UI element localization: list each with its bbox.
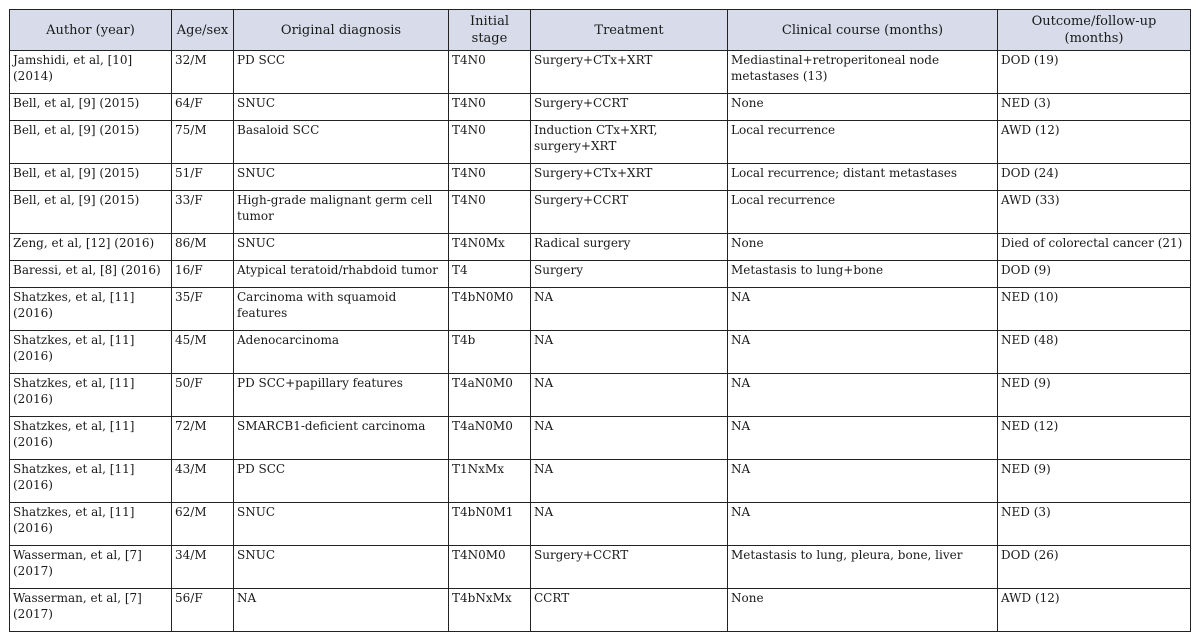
header-author-year: Author (year) (10, 10, 172, 51)
cell-treatment: NA (531, 288, 728, 331)
table-row (10, 191, 1191, 234)
cell-original-diagnosis: Basaloid SCC (234, 121, 449, 164)
cell-original-diagnosis: SNUC (234, 234, 449, 261)
table-row (10, 589, 1191, 632)
table-row (10, 503, 1191, 546)
cell-outcome: NED (12) (998, 417, 1191, 460)
cell-clinical-course: Local recurrence (728, 191, 998, 234)
cell-age-sex: 56/F (172, 589, 234, 632)
header-row (10, 10, 1191, 51)
table-row (10, 261, 1191, 288)
cell-original-diagnosis: PD SCC (234, 51, 449, 94)
cell-initial-stage: T4 (449, 261, 531, 288)
cell-original-diagnosis: SNUC (234, 94, 449, 121)
header-initial-stage: Initial stage (449, 10, 531, 51)
cell-original-diagnosis: Carcinoma with squamoid features (234, 288, 449, 331)
cell-initial-stage: T4aN0M0 (449, 417, 531, 460)
cell-treatment: NA (531, 460, 728, 503)
cell-age-sex: 64/F (172, 94, 234, 121)
cell-outcome: DOD (24) (998, 164, 1191, 191)
table-row (10, 121, 1191, 164)
table-row (10, 234, 1191, 261)
header-clinical-course: Clinical course (months) (728, 10, 998, 51)
header-treatment: Treatment (531, 10, 728, 51)
cell-treatment: Surgery (531, 261, 728, 288)
cell-outcome: DOD (19) (998, 51, 1191, 94)
cell-initial-stage: T4b (449, 331, 531, 374)
cell-author-year: Shatzkes, et al, [11] (2016) (10, 331, 172, 374)
cell-initial-stage: T4aN0M0 (449, 374, 531, 417)
cell-author-year: Baressi, et al, [8] (2016) (10, 261, 172, 288)
cell-clinical-course: None (728, 94, 998, 121)
cell-initial-stage: T4N0 (449, 121, 531, 164)
cell-age-sex: 35/F (172, 288, 234, 331)
cell-treatment: Induction CTx+XRT, surgery+XRT (531, 121, 728, 164)
cell-author-year: Zeng, et al, [12] (2016) (10, 234, 172, 261)
cell-age-sex: 72/M (172, 417, 234, 460)
header-age-sex: Age/sex (172, 10, 234, 51)
cell-clinical-course: NA (728, 374, 998, 417)
table-row (10, 331, 1191, 374)
cell-initial-stage: T4bN0M0 (449, 288, 531, 331)
cell-author-year: Shatzkes, et al, [11] (2016) (10, 460, 172, 503)
cell-treatment: Surgery+CCRT (531, 94, 728, 121)
cell-author-year: Shatzkes, et al, [11] (2016) (10, 374, 172, 417)
header-outcome: Outcome/follow-up (months) (998, 10, 1191, 51)
cell-initial-stage: T4N0 (449, 51, 531, 94)
table-row (10, 94, 1191, 121)
table-container (9, 9, 1191, 632)
table-row (10, 51, 1191, 94)
cell-author-year: Shatzkes, et al, [11] (2016) (10, 503, 172, 546)
cell-initial-stage: T4N0M0 (449, 546, 531, 589)
cell-initial-stage: T4N0 (449, 191, 531, 234)
cell-author-year: Bell, et al, [9] (2015) (10, 94, 172, 121)
cell-clinical-course: NA (728, 417, 998, 460)
cell-outcome: AWD (33) (998, 191, 1191, 234)
cell-original-diagnosis: Atypical teratoid/rhabdoid tumor (234, 261, 449, 288)
cell-age-sex: 86/M (172, 234, 234, 261)
cell-treatment: NA (531, 374, 728, 417)
cell-clinical-course: None (728, 589, 998, 632)
cell-author-year: Bell, et al, [9] (2015) (10, 164, 172, 191)
cell-author-year: Jamshidi, et al, [10] (2014) (10, 51, 172, 94)
cell-outcome: NED (3) (998, 503, 1191, 546)
cell-author-year: Shatzkes, et al, [11] (2016) (10, 417, 172, 460)
cell-treatment: Surgery+CCRT (531, 191, 728, 234)
cell-original-diagnosis: NA (234, 589, 449, 632)
cell-treatment: Surgery+CCRT (531, 546, 728, 589)
cell-outcome: AWD (12) (998, 121, 1191, 164)
cell-author-year: Bell, et al, [9] (2015) (10, 121, 172, 164)
table-row (10, 164, 1191, 191)
case-table (9, 9, 1191, 632)
cell-age-sex: 45/M (172, 331, 234, 374)
cell-initial-stage: T4N0Mx (449, 234, 531, 261)
cell-author-year: Wasserman, et al, [7] (2017) (10, 589, 172, 632)
cell-clinical-course: Metastasis to lung, pleura, bone, liver (728, 546, 998, 589)
cell-original-diagnosis: PD SCC+papillary features (234, 374, 449, 417)
cell-outcome: Died of colorectal cancer (21) (998, 234, 1191, 261)
table-row (10, 417, 1191, 460)
table-body (10, 51, 1191, 632)
cell-initial-stage: T4bN0M1 (449, 503, 531, 546)
cell-original-diagnosis: SNUC (234, 503, 449, 546)
cell-outcome: NED (48) (998, 331, 1191, 374)
cell-original-diagnosis: Adenocarcinoma (234, 331, 449, 374)
cell-original-diagnosis: SNUC (234, 546, 449, 589)
cell-outcome: NED (3) (998, 94, 1191, 121)
cell-outcome: NED (10) (998, 288, 1191, 331)
cell-clinical-course: Local recurrence; distant metastases (728, 164, 998, 191)
cell-age-sex: 75/M (172, 121, 234, 164)
cell-outcome: NED (9) (998, 460, 1191, 503)
cell-treatment: Surgery+CTx+XRT (531, 164, 728, 191)
cell-original-diagnosis: SNUC (234, 164, 449, 191)
cell-age-sex: 32/M (172, 51, 234, 94)
cell-treatment: Radical surgery (531, 234, 728, 261)
cell-age-sex: 33/F (172, 191, 234, 234)
cell-treatment: Surgery+CTx+XRT (531, 51, 728, 94)
cell-treatment: NA (531, 503, 728, 546)
cell-age-sex: 43/M (172, 460, 234, 503)
cell-original-diagnosis: High-grade malignant germ cell tumor (234, 191, 449, 234)
cell-author-year: Bell, et al, [9] (2015) (10, 191, 172, 234)
cell-age-sex: 16/F (172, 261, 234, 288)
cell-treatment: NA (531, 417, 728, 460)
table-row (10, 460, 1191, 503)
cell-author-year: Wasserman, et al, [7] (2017) (10, 546, 172, 589)
header-original-diagnosis: Original diagnosis (234, 10, 449, 51)
cell-clinical-course: Mediastinal+retroperitoneal node metastases (13) (728, 51, 998, 94)
cell-outcome: DOD (26) (998, 546, 1191, 589)
cell-original-diagnosis: SMARCB1-deficient carcinoma (234, 417, 449, 460)
table-row (10, 288, 1191, 331)
cell-outcome: DOD (9) (998, 261, 1191, 288)
cell-initial-stage: T4N0 (449, 94, 531, 121)
cell-age-sex: 62/M (172, 503, 234, 546)
cell-clinical-course: Metastasis to lung+bone (728, 261, 998, 288)
cell-age-sex: 51/F (172, 164, 234, 191)
cell-outcome: AWD (12) (998, 589, 1191, 632)
cell-initial-stage: T4bNxMx (449, 589, 531, 632)
cell-age-sex: 34/M (172, 546, 234, 589)
table-row (10, 374, 1191, 417)
cell-initial-stage: T1NxMx (449, 460, 531, 503)
cell-clinical-course: NA (728, 288, 998, 331)
cell-original-diagnosis: PD SCC (234, 460, 449, 503)
cell-clinical-course: None (728, 234, 998, 261)
cell-clinical-course: Local recurrence (728, 121, 998, 164)
cell-initial-stage: T4N0 (449, 164, 531, 191)
cell-outcome: NED (9) (998, 374, 1191, 417)
cell-treatment: CCRT (531, 589, 728, 632)
table-row (10, 546, 1191, 589)
cell-treatment: NA (531, 331, 728, 374)
cell-clinical-course: NA (728, 503, 998, 546)
cell-author-year: Shatzkes, et al, [11] (2016) (10, 288, 172, 331)
cell-clinical-course: NA (728, 460, 998, 503)
cell-clinical-course: NA (728, 331, 998, 374)
cell-age-sex: 50/F (172, 374, 234, 417)
